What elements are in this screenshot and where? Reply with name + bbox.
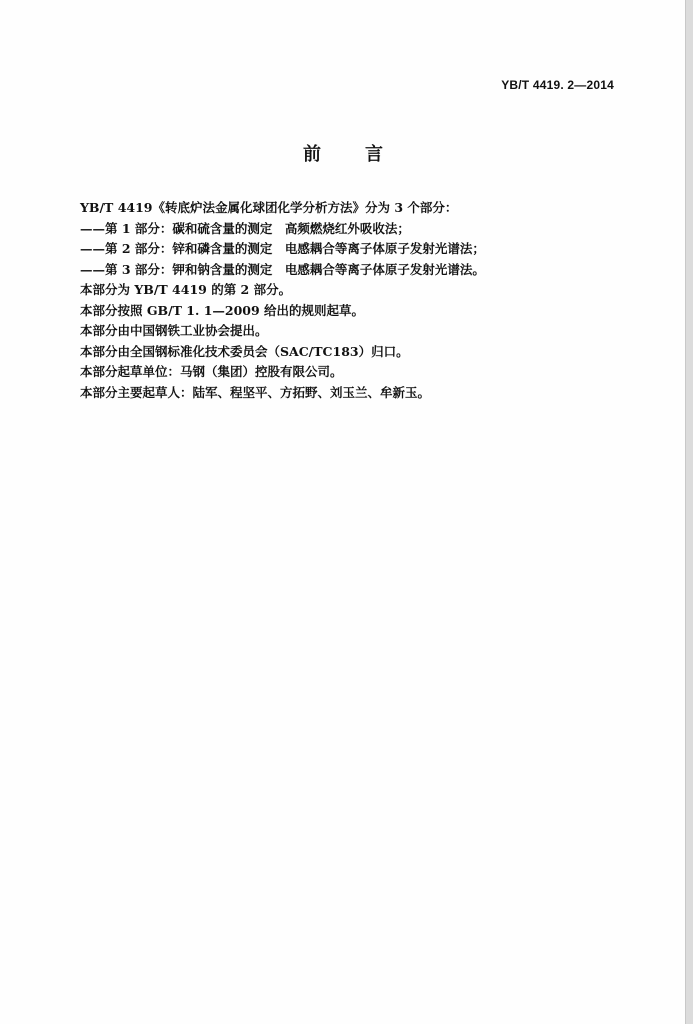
foreword-body — [80, 198, 620, 403]
foreword-line: 本部分为 YB/T 4419 的第 2 部分。 — [80, 282, 292, 297]
foreword-line: 本部分由全国钢标准化技术委员会（SAC/TC183）归口。 — [80, 343, 409, 359]
foreword-line: 本部分起草单位：马钢（集团）控股有限公司。 — [80, 364, 343, 379]
foreword-line: ——第 3 部分：钾和钠含量的测定 电感耦合等离子体原子发射光谱法。 — [80, 261, 485, 277]
foreword-line: 本部分按照 GB/T 1. 1—2009 给出的规则起草。 — [80, 302, 365, 318]
standard-code-header: YB/T 4419. 2—2014 — [501, 78, 614, 92]
page-title: 前言 — [303, 144, 427, 165]
foreword-line: YB/T 4419《转底炉法金属化球团化学分析方法》分为 3 个部分： — [80, 200, 458, 215]
foreword-line: ——第 2 部分：锌和磷含量的测定 电感耦合等离子体原子发射光谱法； — [80, 241, 485, 256]
foreword-line: 本部分由中国钢铁工业协会提出。 — [80, 323, 268, 338]
foreword-line: 本部分主要起草人：陆军、程坚平、方拓野、刘玉兰、牟新玉。 — [80, 384, 431, 400]
foreword-line: ——第 1 部分：碳和硫含量的测定 高频燃烧红外吸收法； — [80, 220, 410, 236]
page-edge-divider — [685, 0, 693, 1024]
